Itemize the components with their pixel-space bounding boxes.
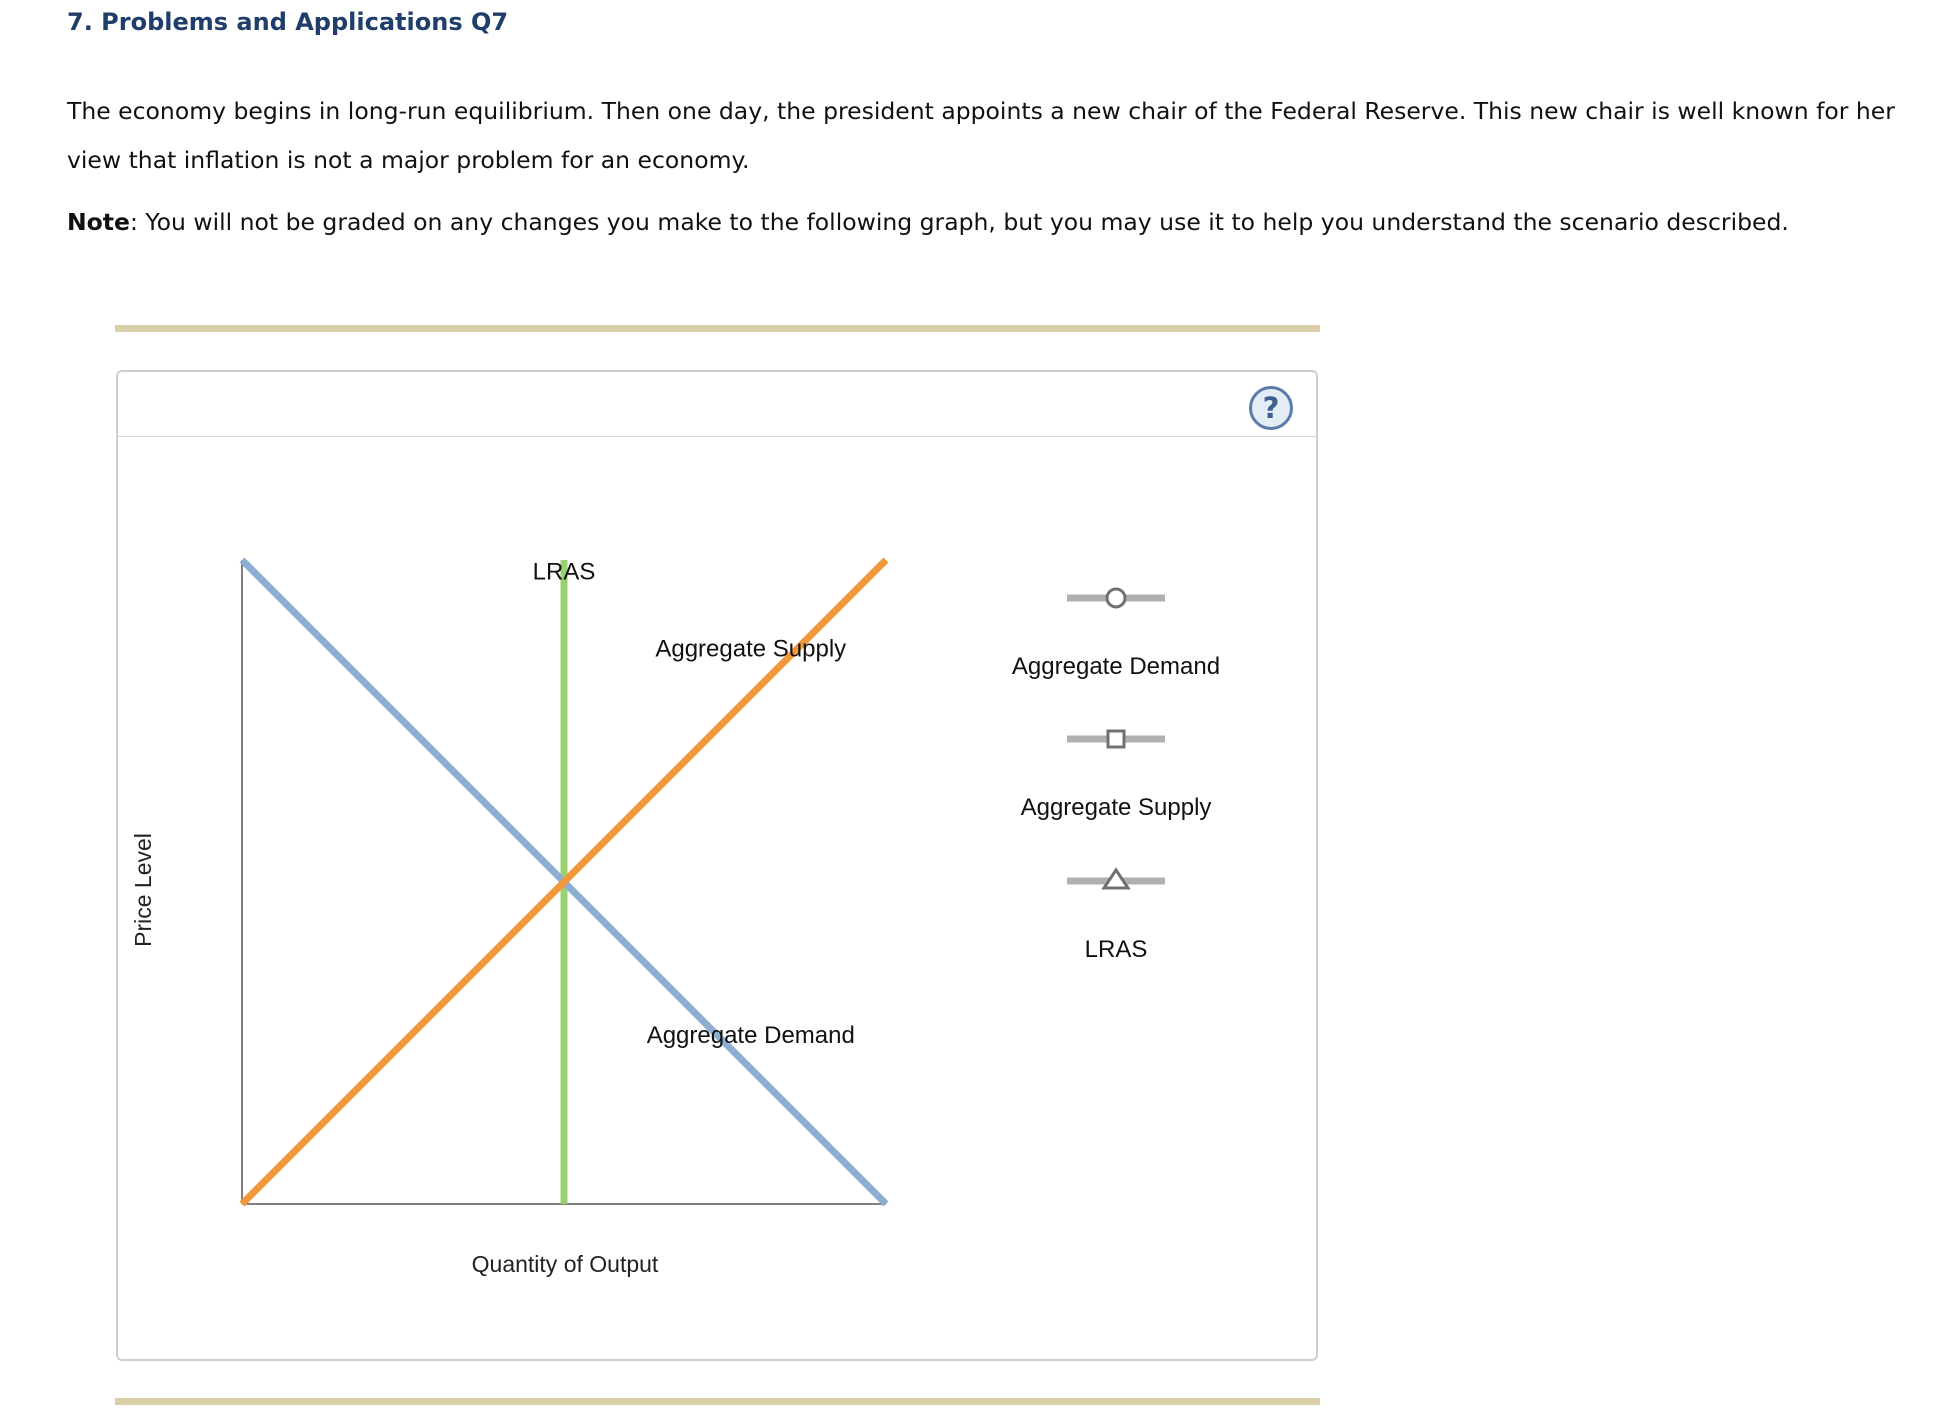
note-label: Note: [67, 208, 130, 236]
question-title: 7. Problems and Applications Q7: [67, 8, 509, 36]
aggregate-supply-curve-label: Aggregate Supply: [655, 635, 847, 663]
help-button[interactable]: ?: [1249, 386, 1293, 430]
note-text: : You will not be graded on any changes you make to the following graph, but you may use it to help you understand the scenario described.: [129, 208, 1789, 236]
square-marker-icon: [1108, 731, 1124, 747]
circle-marker-icon: [1107, 589, 1125, 607]
graph-panel: [116, 370, 1318, 1361]
legend-tool-aggregate-demand[interactable]: [1012, 589, 1220, 680]
legend-tool-label: Aggregate Supply: [1020, 794, 1212, 821]
y-axis-label: Price Level: [130, 833, 156, 947]
x-axis-label: Quantity of Output: [471, 1251, 659, 1277]
question-text: The economy begins in long-run equilibrium. Then one day, the president appoints a new chair of the Federal Reserve. This new chair is well known for her view that inflation is not a major problem for an economy.: [67, 97, 1895, 174]
legend-tool-label: Aggregate Demand: [1011, 653, 1221, 680]
legend-tool-label: LRAS: [1084, 936, 1148, 963]
legend-tool-lras[interactable]: [1067, 870, 1165, 963]
aggregate-demand-curve-label: Aggregate Demand: [646, 1022, 855, 1049]
question-note: [67, 208, 1927, 236]
graph-bottom-rule: [115, 1398, 1320, 1405]
graph-canvas[interactable]: [118, 372, 1316, 1359]
legend-tool-aggregate-supply[interactable]: [1021, 731, 1212, 821]
lras-curve-label: LRAS: [532, 558, 596, 586]
graph-top-rule: [115, 325, 1320, 332]
